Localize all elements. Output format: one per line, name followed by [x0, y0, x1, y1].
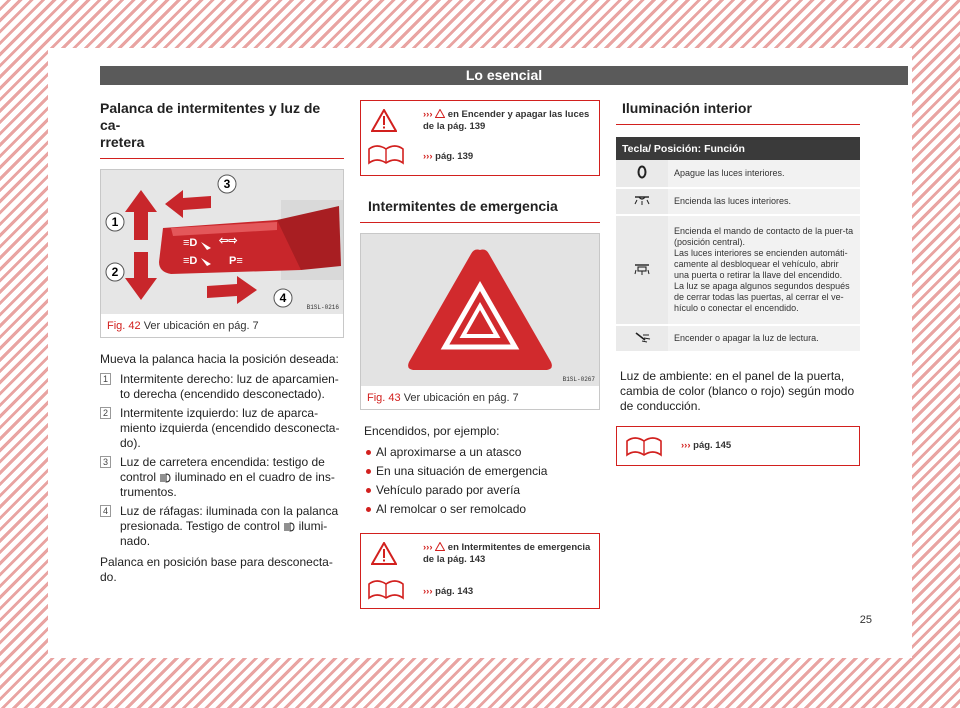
section-title-interior-lighting: Iluminación interior — [616, 100, 860, 125]
figure-42 — [100, 169, 344, 338]
item-text-post: ilumi-nado. — [120, 519, 328, 548]
table-header: Tecla/ Posición: Función — [616, 137, 860, 160]
page — [48, 48, 912, 658]
arrows-icon: ››› — [423, 151, 433, 162]
table-row — [616, 160, 860, 188]
intro-text: Mueva la palanca hacia la posición deseada: — [100, 352, 339, 366]
book-icon — [367, 578, 405, 602]
examples-list — [360, 443, 600, 519]
high-beam-icon — [283, 522, 295, 532]
item-text-post: iluminado en el cuadro de ins-trumentos. — [120, 470, 335, 499]
page-ref-label: pág. 145 — [690, 440, 732, 451]
warning-small-icon — [435, 109, 445, 118]
table-row — [616, 325, 860, 352]
high-beam-icon — [159, 473, 171, 483]
hazard-button-illustration — [361, 234, 599, 386]
base-position-text: Palanca en posición base para desconecta-do. — [100, 555, 333, 584]
figure-number: Fig. 43 — [367, 392, 401, 404]
lever-drawing — [101, 170, 343, 314]
warning-reference-box — [360, 100, 600, 176]
table-cell: Encienda el mando de contacto de la puer-ta (posición central). Las luces interiores se encienden automáti-camente al desbloquear el vehículo, abrir una puerta o retirar la llave del encendido. La luz se apaga algunos segundos después de cerrar todas las puertas, al cerrar el ve-hículo o conectar el encendido. — [668, 215, 860, 325]
callout-2: 2 — [111, 265, 119, 279]
figure-43 — [360, 233, 600, 410]
column-interior-lighting — [616, 100, 860, 466]
list-item: Vehículo parado por avería — [364, 481, 600, 500]
svg-text:≡D: ≡D — [183, 237, 198, 249]
page-number: 25 — [859, 614, 872, 626]
turn-signal-lever-illustration — [101, 170, 343, 314]
item-text: Intermitente derecho: luz de aparcamien-to derecha (encendido desconectado). — [120, 372, 339, 401]
ambient-light-text: Luz de ambiente: en el panel de la puerta, cambia de color (blanco o rojo) según modo de conducción. — [620, 369, 855, 413]
arrows-icon: ››› — [681, 440, 691, 451]
table-cell: Encienda las luces interiores. — [668, 188, 860, 215]
dome-light-icon — [616, 188, 668, 215]
door-contact-icon — [616, 215, 668, 325]
item-text-pre: Luz de ráfagas: iluminada con la palanca presionada. Testigo de control — [120, 504, 339, 533]
item-number: 1 — [100, 373, 111, 385]
warning-ref-label: en Encender y apagar las luces de la pág. 139 — [423, 109, 590, 132]
callout-4: 4 — [279, 291, 287, 305]
book-icon — [625, 435, 663, 459]
arrows-icon: ››› — [423, 109, 433, 120]
arrows-icon: ››› — [423, 586, 433, 597]
page-reference-box — [616, 426, 860, 466]
section-title-hazard-lights: Intermitentes de emergencia — [360, 198, 600, 223]
callout-1: 1 — [111, 215, 119, 229]
table-cell: Encender o apagar la luz de lectura. — [668, 325, 860, 352]
list-item — [100, 406, 344, 451]
section-title-turn-signal-lever — [100, 100, 344, 159]
zero-icon — [616, 160, 668, 188]
section-header: Lo esencial — [100, 66, 908, 85]
table-row — [616, 188, 860, 215]
item-number: 4 — [100, 505, 111, 517]
hazard-triangle-icon — [361, 234, 599, 386]
item-text-pre: Luz de carretera encendida: testigo de control — [120, 455, 325, 484]
warning-reference-box — [360, 533, 600, 609]
title-text: Palanca de intermitentes y luz de ca- rretera — [100, 100, 321, 150]
list-item — [100, 455, 344, 500]
lever-positions-list — [100, 372, 344, 549]
table-row — [616, 215, 860, 325]
column-hazard-lights — [360, 100, 600, 609]
warning-small-icon — [435, 542, 445, 551]
examples-intro: Encendidos, por ejemplo: — [364, 424, 500, 438]
column-turn-signals — [100, 100, 344, 585]
warning-ref-text[interactable] — [423, 109, 593, 133]
list-item: Al aproximarse a un atasco — [364, 443, 600, 462]
svg-text:⇦⇨: ⇦⇨ — [219, 235, 238, 247]
svg-text:≡D: ≡D — [183, 255, 198, 267]
warning-ref-text[interactable] — [423, 542, 593, 566]
list-item — [100, 504, 344, 549]
item-text: Intermitente izquierdo: luz de aparca-miento izquierda (encendido desconecta-do). — [120, 406, 340, 450]
page-ref-link[interactable] — [423, 151, 473, 163]
interior-light-table — [616, 137, 860, 353]
page-ref-link[interactable] — [681, 440, 731, 452]
page-ref-label: pág. 139 — [432, 151, 474, 162]
page-ref-link[interactable] — [423, 586, 473, 598]
callout-3: 3 — [223, 177, 231, 191]
figure-caption-text: Ver ubicación en pág. 7 — [403, 392, 519, 404]
list-item — [100, 372, 344, 402]
warning-triangle-icon — [371, 109, 397, 132]
page-ref-label: pág. 143 — [432, 586, 474, 597]
figure-code: B1SL-0216 — [306, 304, 339, 311]
list-item: En una situación de emergencia — [364, 462, 600, 481]
item-number: 2 — [100, 407, 111, 419]
table-cell: Apague las luces interiores. — [668, 160, 860, 188]
item-number: 3 — [100, 456, 111, 468]
warning-ref-label: en Intermitentes de emergencia de la pág. 143 — [423, 542, 591, 565]
figure-number: Fig. 42 — [107, 320, 141, 332]
figure-caption — [361, 386, 599, 409]
figure-code: B1SL-0267 — [562, 376, 595, 383]
warning-triangle-icon — [371, 542, 397, 565]
svg-text:P≡: P≡ — [229, 255, 243, 267]
reading-light-icon — [616, 325, 668, 352]
figure-caption-text: Ver ubicación en pág. 7 — [143, 320, 259, 332]
list-item: Al remolcar o ser remolcado — [364, 500, 600, 519]
figure-caption — [101, 314, 343, 337]
arrows-icon: ››› — [423, 542, 433, 553]
book-icon — [367, 143, 405, 167]
